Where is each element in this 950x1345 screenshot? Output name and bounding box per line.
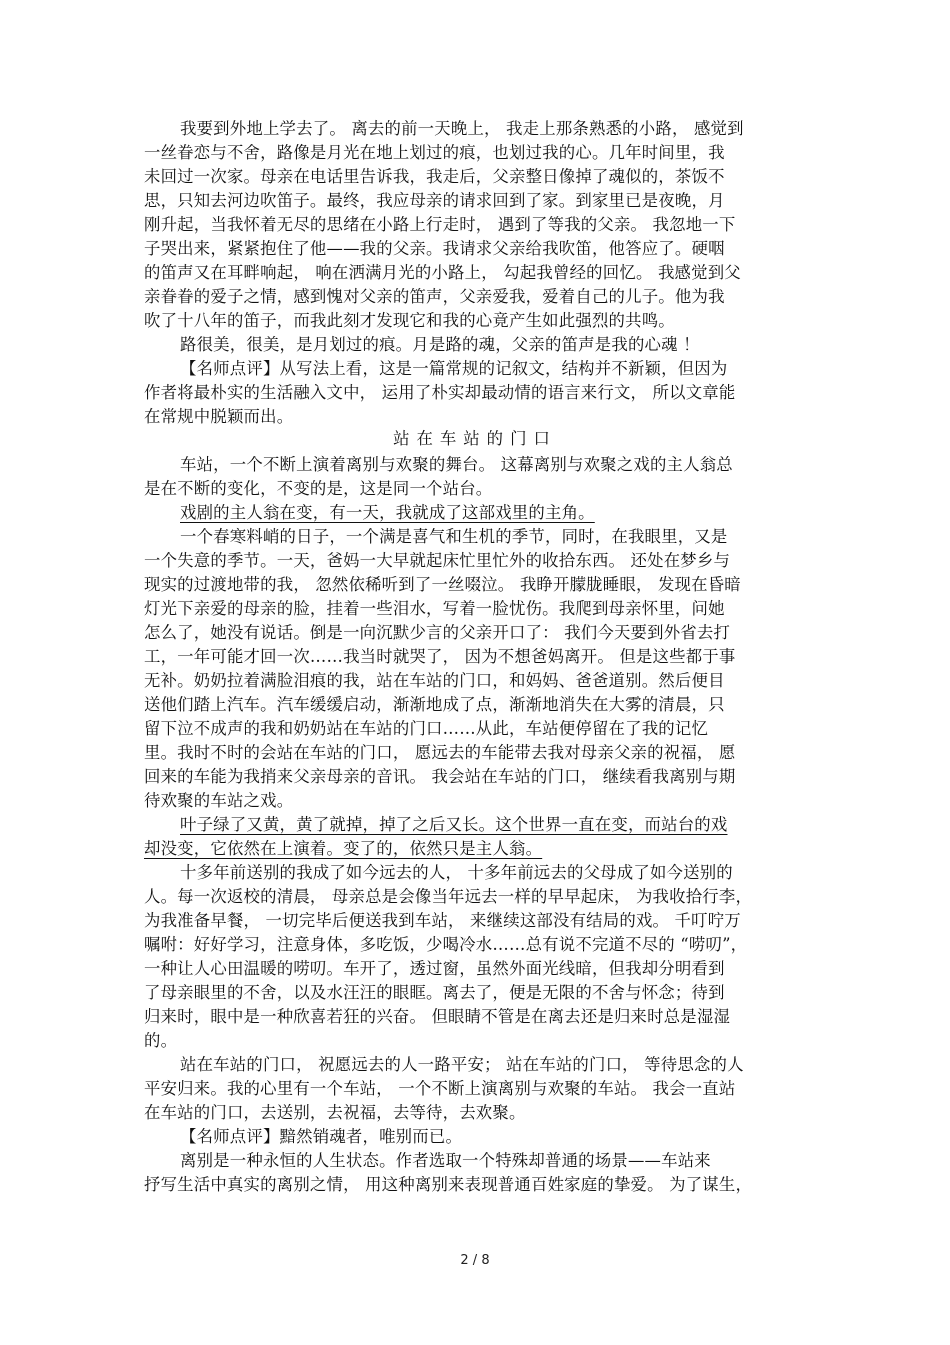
text-line: 的笛声又在耳畔响起， 响在洒满月光的小路上， 勾起我曾经的回忆。 我感觉到父 [144,263,741,282]
text-line: 思，只知去河边吹笛子。最终，我应母亲的请求回到了家。到家里已是夜晚，月 [144,191,725,210]
text-line: 现实的过渡地带的我， 忽然依稀听到了一丝啜泣。 我睁开朦胧睡眼， 发现在昏暗 [144,575,741,594]
text-line: 工，一年可能才回一次……我当时就哭了， 因为不想爸妈离开。 但是这些都于事 [144,647,736,666]
text-line: 人。每一次返校的清晨， 母亲总是会像当年远去一样的早早起床， 为我收拾行李， [144,887,753,906]
text-line: 一丝眷恋与不舍，路像是月光在地上划过的痕，也划过我的心。几年时间里，我 [144,143,725,162]
text-line: 站在车站的门口， 祝愿远去的人一路平安； 站在车站的门口， 等待思念的人 [180,1055,744,1074]
teacher-comment: 【名师点评】黯然销魂者，唯别而已。 [180,1127,463,1146]
underlined-line: 叶子绿了又黄，黄了就掉，掉了之后又长。这个世界一直在变，而站台的戏 [180,815,728,834]
text-line: 路很美，很美，是月划过的痕。月是路的魂，父亲的笛声是我的心魂 ！ [180,335,700,354]
text-line: 一种让人心田温暖的唠叨。车开了，透过窗，虽然外面光线暗，但我却分明看到 [144,959,725,978]
text-line: 抒写生活中真实的离别之情， 用这种离别来表现普通百姓家庭的挚爱。 为了谋生， [144,1175,753,1194]
text-line: 送他们踏上汽车。汽车缓缓启动，渐渐地成了点，渐渐地消失在大雾的清晨，只 [144,695,725,714]
essay-title: 站在车站的门口 [393,429,557,448]
underlined-line: 戏剧的主人翁在变，有一天，我就成了这部戏里的主角。 [180,503,595,522]
text-line: 怎么了，她没有说话。倒是一向沉默少言的父亲开口了： 我们今天要到外省去打 [144,623,731,642]
text-line: 亲眷眷的爱子之情，感到愧对父亲的笛声，父亲爱我，爱着自己的儿子。他为我 [144,287,725,306]
text-line: 一个春寒料峭的日子，一个满是喜气和生机的季节，同时，在我眼里，又是 [180,527,728,546]
underlined-line: 却没变，它依然在上演着。变了的，依然只是主人翁。 [144,839,543,858]
text-line: 一个失意的季节。一天，爸妈一大早就起床忙里忙外的收拾东西。 还处在梦乡与 [144,551,731,570]
text-line: 车站，一个不断上演着离别与欢聚的舞台。 这幕离别与欢聚之戏的主人翁总 [180,455,733,474]
text-line: 我要到外地上学去了。 离去的前一天晚上， 我走上那条熟悉的小路， 感觉到 [180,119,744,138]
text-line: 里。我时不时的会站在车站的门口， 愿远去的车能带去我对母亲父亲的祝福， 愿 [144,743,736,762]
text-line: 吹了十八年的笛子，而我此刻才发现它和我的心竟产生如此强烈的共鸣。 [144,311,675,330]
text-line: 为我准备早餐， 一切完毕后便送我到车站， 来继续这部没有结局的戏。 千叮咛万 [144,911,741,930]
text-line: 平安归来。我的心里有一个车站， 一个不断上演离别与欢聚的车站。 我会一直站 [144,1079,736,1098]
text-line: 未回过一次家。母亲在电话里告诉我，我走后，父亲整日像掉了魂似的，茶饭不 [144,167,725,186]
text-line: 离别是一种永恒的人生状态。作者选取一个特殊却普通的场景——车站来 [180,1151,711,1170]
text-line: 归来时，眼中是一种欣喜若狂的兴奋。 但眼睛不管是在离去还是归来时总是湿湿 [144,1007,731,1026]
text-line: 的。 [144,1031,178,1050]
page-number: 2 / 8 [460,1253,490,1268]
text-line: 是在不断的变化，不变的是，这是同一个站台。 [144,479,493,498]
text-line: 回来的车能为我捎来父亲母亲的音讯。 我会站在车站的门口， 继续看我离别与期 [144,767,736,786]
text-line: 嘱咐：好好学习，注意身体，多吃饭，少喝冷水……总有说不完道不尽的 “唠叨”， [144,935,748,954]
text-line: 作者将最朴实的生活融入文中， 运用了朴实却最动情的语言来行文， 所以文章能 [144,383,736,402]
text-line: 在常规中脱颖而出。 [144,407,294,426]
text-line: 子哭出来，紧紧抱住了他——我的父亲。我请求父亲给我吹笛，他答应了。硬咽 [144,239,725,258]
teacher-comment: 【名师点评】从写法上看，这是一篇常规的记叙文，结构并不新颖，但因为 [180,359,728,378]
text-line: 留下泣不成声的我和奶奶站在车站的门口……从此，车站便停留在了我的记忆 [144,719,709,738]
text-line: 在车站的门口，去送别，去祝福，去等待，去欢聚。 [144,1103,526,1122]
text-line: 十多年前送别的我成了如今远去的人， 十多年前远去的父母成了如今送别的 [180,863,733,882]
text-line: 无补。奶奶拉着满脸泪痕的我，站在车站的门口，和妈妈、爸爸道别。然后便目 [144,671,725,690]
text-line: 刚升起，当我怀着无尽的思绪在小路上行走时， 遇到了等我的父亲。 我忽地一下 [144,215,736,234]
text-line: 了母亲眼里的不舍，以及水汪汪的眼眶。离去了，便是无限的不舍与怀念；待到 [144,983,725,1002]
text-line: 待欢聚的车站之戏。 [144,791,294,810]
text-line: 灯光下亲爱的母亲的脸，挂着一些泪水，写着一脸忧伤。我爬到母亲怀里，问她 [144,599,725,618]
